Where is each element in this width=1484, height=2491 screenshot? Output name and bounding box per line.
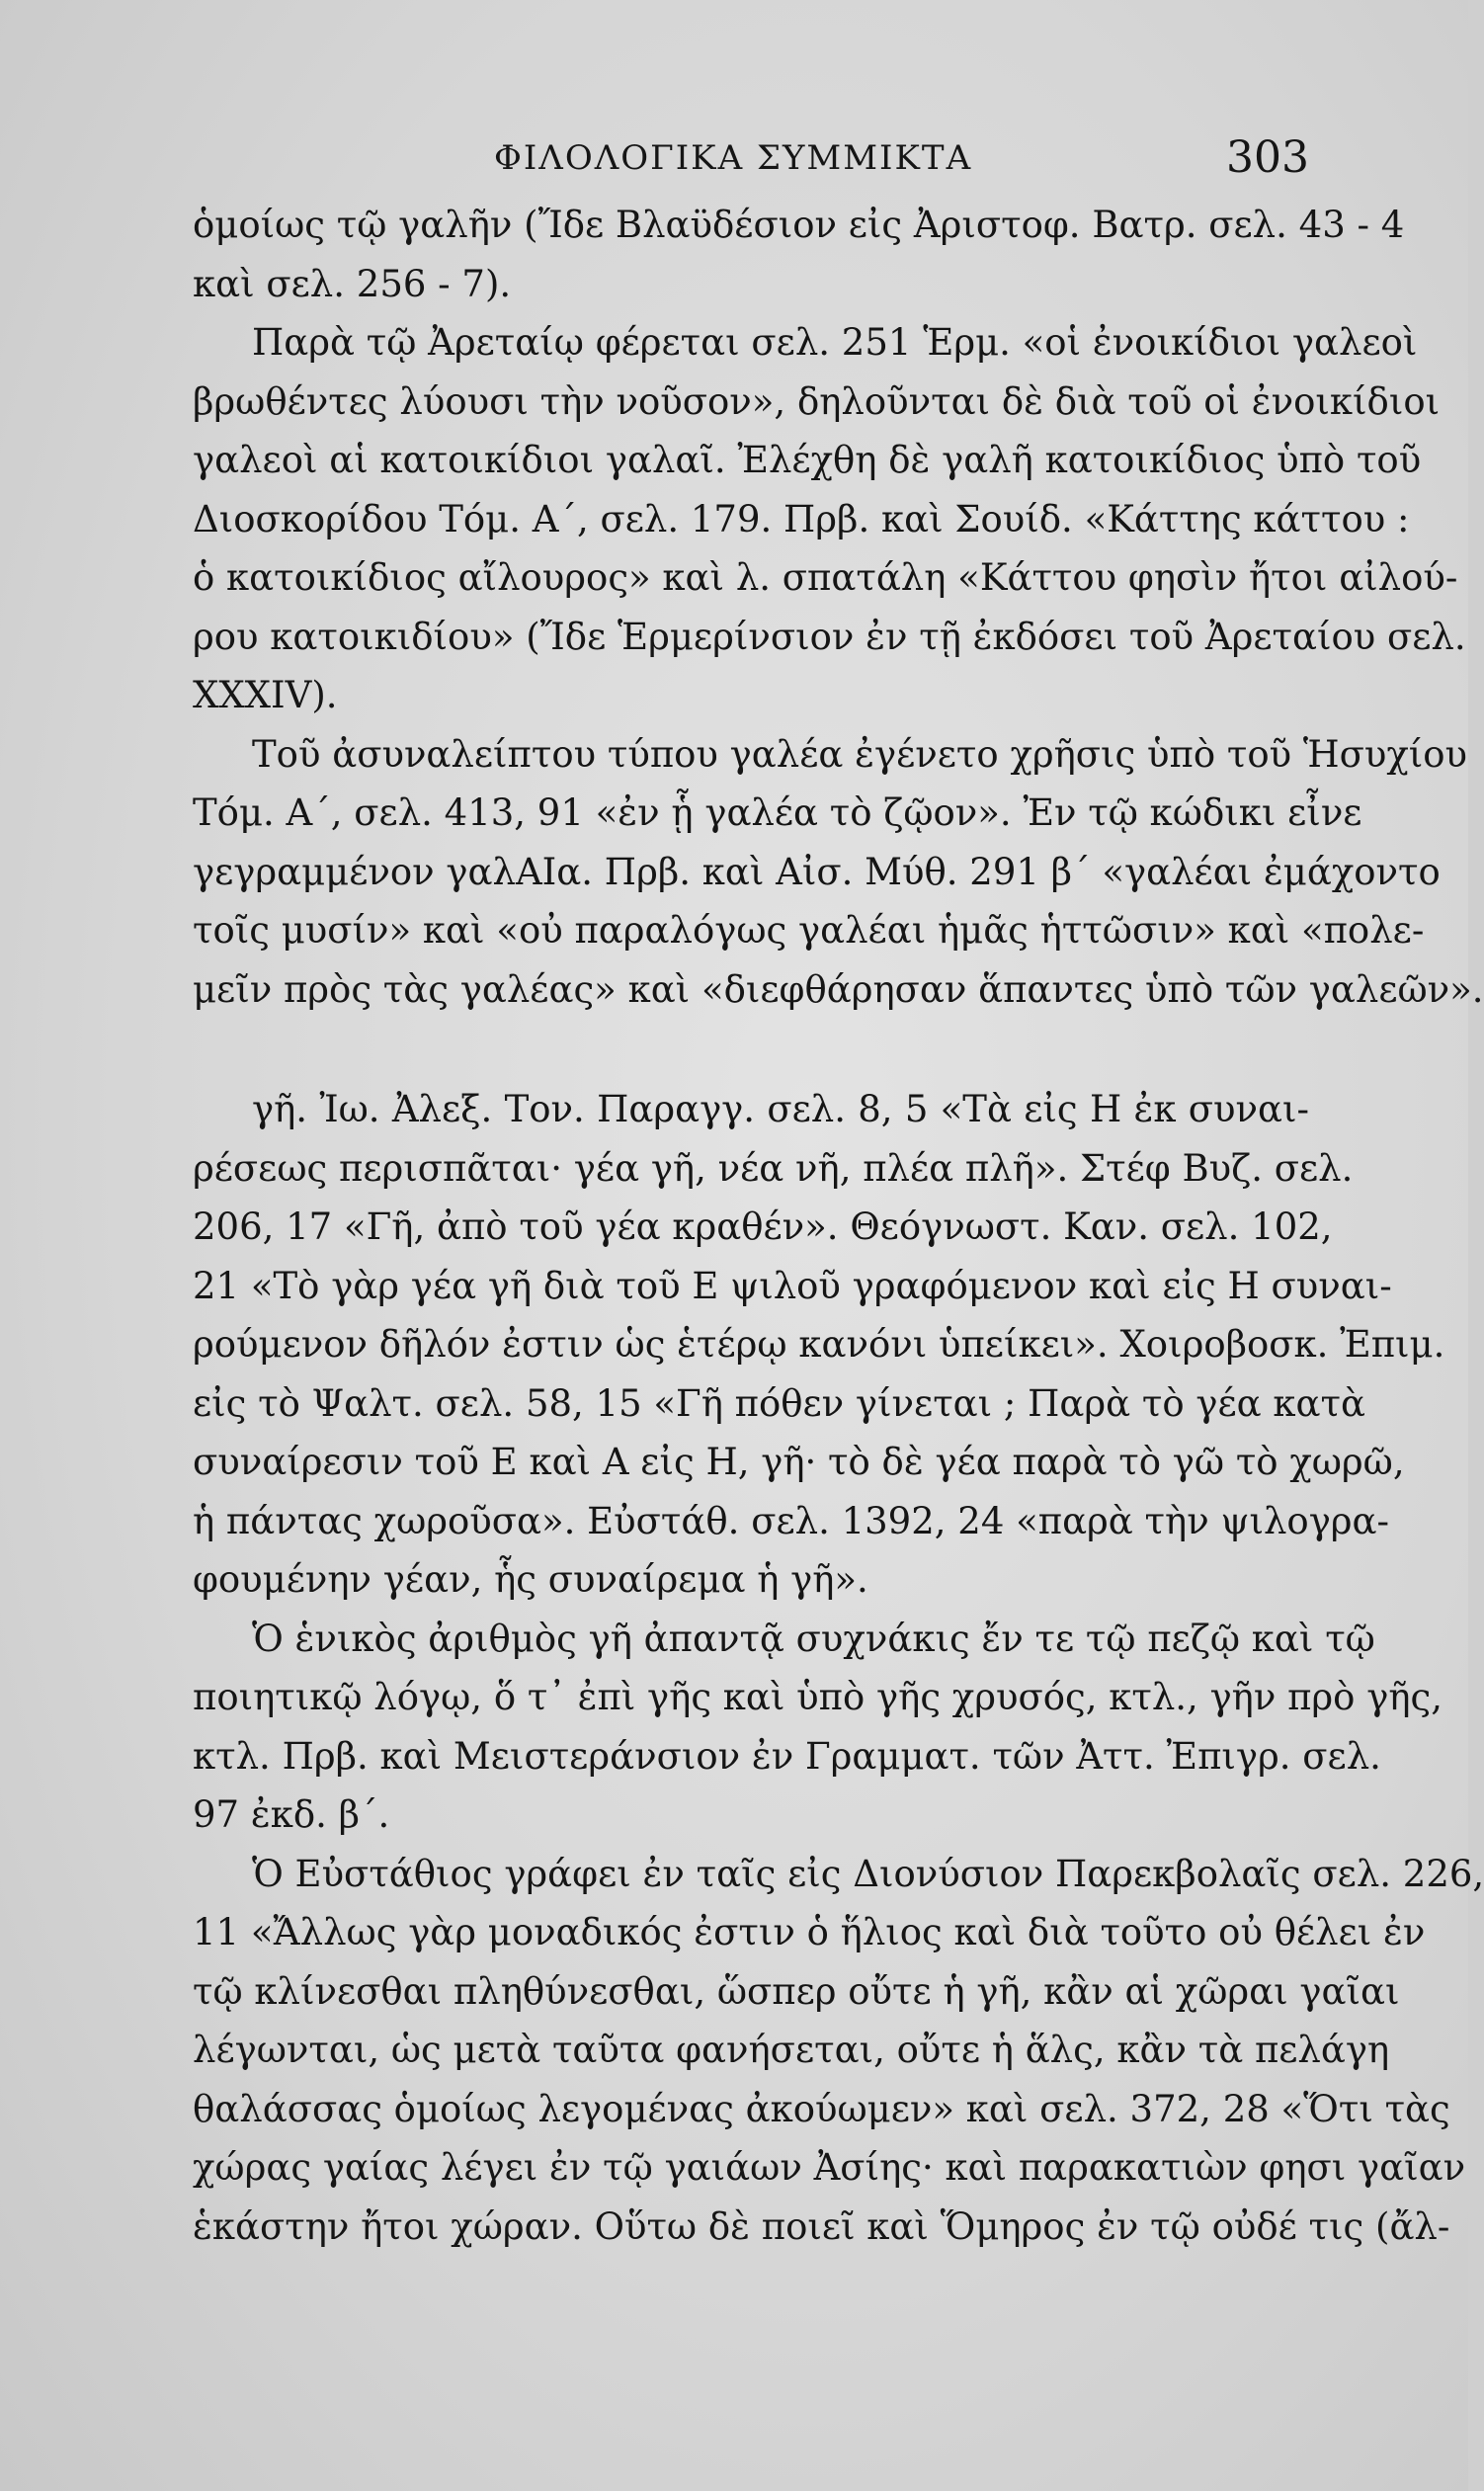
text-line: εἰς τὸ Ψαλτ. σελ. 58, 15 «Γῆ πόθεν γίνεται ; Παρὰ τὸ γέα κατὰ bbox=[193, 1381, 1365, 1425]
text-line: ρου κατοικιδίου» (Ἴδε Ἑρμερίνσιον ἐν τῇ ἐκδόσει τοῦ Ἀρεταίου σελ. bbox=[193, 615, 1466, 658]
text-line: ρούμενον δῆλόν ἐστιν ὡς ἑτέρῳ κανόνι ὑπείκει». Χοιροβοσκ. Ἐπιμ. bbox=[193, 1323, 1445, 1366]
text-line: Ὁ Εὐστάθιος γράφει ἐν ταῖς εἰς Διονύσιον Παρεκβολαῖς σελ. 226, bbox=[252, 1852, 1484, 1895]
text-line: φουμένην γέαν, ἧς συναίρεμα ἡ γῆ». bbox=[193, 1558, 868, 1601]
text-line: Ὁ ἑνικὸς ἀριθμὸς γῆ ἀπαντᾷ συχνάκις ἔν τε τῷ πεζῷ καὶ τῷ bbox=[252, 1617, 1375, 1660]
text-line: ποιητικῷ λόγῳ, ὅ τ᾽ ἐπὶ γῆς καὶ ὑπὸ γῆς χρυσός, κτλ., γῆν πρὸ γῆς, bbox=[193, 1676, 1443, 1718]
text-line: Παρὰ τῷ Ἀρεταίῳ φέρεται σελ. 251 Ἑρμ. «οἱ ἐνοικίδιοι γαλεοὶ bbox=[252, 321, 1418, 364]
text-line: ὁ κατοικίδιος αἴλουρος» καὶ λ. σπατάλη «Κάττου φησὶν ἤτοι αἰλού- bbox=[193, 556, 1458, 599]
section-gap bbox=[193, 1019, 1309, 1080]
text-line: κτλ. Πρβ. καὶ Μειστεράνσιον ἐν Γραμματ. τῶν Ἀττ. Ἐπιγρ. σελ. bbox=[193, 1734, 1381, 1778]
text-line: χώρας γαίας λέγει ἐν τῷ γαιάων Ἀσίης· καὶ παρακατιὼν φησι γαῖαν bbox=[193, 2146, 1466, 2189]
text-line: γαλεοὶ αἱ κατοικίδιοι γαλαῖ. Ἐλέχθη δὲ γαλῆ κατοικίδιος ὑπὸ τοῦ bbox=[193, 439, 1422, 481]
text-line: ὁμοίως τῷ γαλῆν (Ἴδε Βλαϋδέσιον εἰς Ἀριστοφ. Βατρ. σελ. 43 - 4 bbox=[193, 204, 1405, 246]
body-text bbox=[193, 196, 1484, 2256]
text-line: XXXIV). bbox=[193, 674, 338, 716]
text-line: 21 «Τὸ γὰρ γέα γῆ διὰ τοῦ Ε ψιλοῦ γραφόμενον καὶ εἰς Η συναι- bbox=[193, 1264, 1392, 1307]
text-line: 11 «Ἄλλως γὰρ μοναδικός ἐστιν ὁ ἥλιος καὶ διὰ τοῦτο οὐ θέλει ἐν bbox=[193, 1911, 1426, 1953]
text-line: θαλάσσας ὁμοίως λεγομένας ἀκούωμεν» καὶ σελ. 372, 28 «Ὅτι τὰς bbox=[193, 2087, 1450, 2130]
text-line: Τόμ. Α΄, σελ. 413, 91 «ἐν ᾗ γαλέα τὸ ζῷον». Ἐν τῷ κώδικι εἶνε bbox=[193, 791, 1362, 834]
text-line: ρέσεως περισπᾶται· γέα γῆ, νέα νῆ, πλέα πλῆ». Στέφ Βυζ. σελ. bbox=[193, 1146, 1354, 1190]
text-line: βρωθέντες λύουσι τὴν νοῦσον», δηλοῦνται δὲ διὰ τοῦ οἱ ἐνοικίδιοι bbox=[193, 379, 1441, 423]
text-line: ἡ πάντας χωροῦσα». Εὐστάθ. σελ. 1392, 24 «παρὰ τὴν ψιλογρα- bbox=[193, 1499, 1390, 1542]
page-header bbox=[193, 132, 1309, 188]
text-line: λέγωνται, ὡς μετὰ ταῦτα φανήσεται, οὔτε ἡ ἅλς, κἂν τὰ πελάγη bbox=[193, 2029, 1390, 2071]
text-line: τοῖς μυσίν» καὶ «οὐ παραλόγως γαλέαι ἡμᾶς ἡττῶσιν» καὶ «πολε- bbox=[193, 909, 1425, 952]
running-title: ΦΙΛΟΛΟΓΙΚΑ ΣΥΜΜΙΚΤΑ bbox=[494, 138, 973, 178]
text-line: Τοῦ ἀσυναλείπτου τύπου γαλέα ἐγένετο χρῆσις ὑπὸ τοῦ Ἡσυχίου bbox=[252, 732, 1468, 776]
text-line: μεῖν πρὸς τὰς γαλέας» καὶ «διεφθάρησαν ἅπαντες ὑπὸ τῶν γαλεῶν». bbox=[193, 967, 1484, 1011]
text-line: Διοσκορίδου Τόμ. Α΄, σελ. 179. Πρβ. καὶ Σουίδ. «Κάττης κάττου : bbox=[193, 497, 1410, 540]
text-line: ἑκάστην ἤτοι χώραν. Οὕτω δὲ ποιεῖ καὶ Ὅμηρος ἐν τῷ οὐδέ τις (ἄλ- bbox=[193, 2204, 1450, 2248]
text-line: 97 ἐκδ. β΄. bbox=[193, 1793, 390, 1836]
text-line: γῆ. Ἰω. Ἀλεξ. Τον. Παραγγ. σελ. 8, 5 «Τὰ εἰς Η ἐκ συναι- bbox=[252, 1088, 1309, 1130]
text-line: γεγραμμένον γαλΑΙα. Πρβ. καὶ Αἰσ. Μύθ. 291 β΄ «γαλέαι ἐμάχοντο bbox=[193, 850, 1441, 893]
page-number: 303 bbox=[1226, 132, 1309, 183]
text-line: 206, 17 «Γῆ, ἀπὸ τοῦ γέα κραθέν». Θεόγνωστ. Καν. σελ. 102, bbox=[193, 1205, 1333, 1248]
text-line: τῷ κλίνεσθαι πληθύνεσθαι, ὥσπερ οὔτε ἡ γῆ, κἂν αἱ χῶραι γαῖαι bbox=[193, 1969, 1400, 2013]
text-line: συναίρεσιν τοῦ Ε καὶ Α εἰς Η, γῆ· τὸ δὲ γέα παρὰ τὸ γῶ τὸ χωρῶ, bbox=[193, 1441, 1405, 1483]
text-line: καὶ σελ. 256 - 7). bbox=[193, 262, 512, 305]
